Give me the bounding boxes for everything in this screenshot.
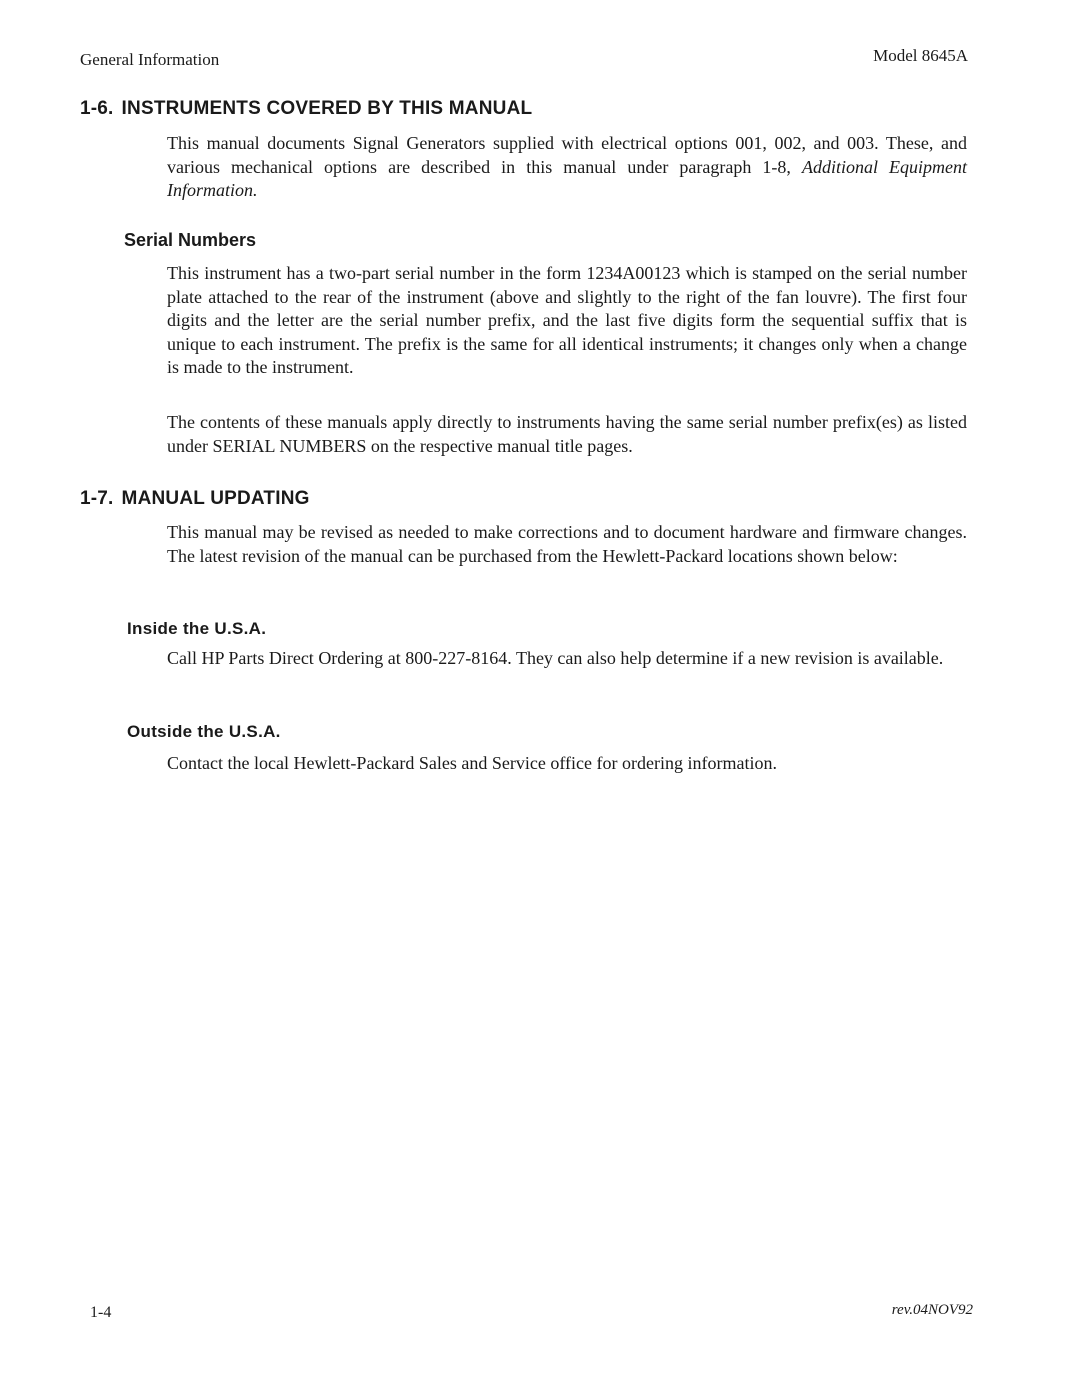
serial-numbers-paragraph-2: The contents of these manuals apply directly to instruments having the same serial number prefix(es) as listed under SERIAL NUMBERS on the respective manual title pages. <box>167 412 967 456</box>
page-number: 1-4 <box>90 1304 112 1321</box>
running-header-model: Model 8645A <box>873 46 968 65</box>
section-1-7-heading <box>80 488 310 510</box>
outside-usa-heading: Outside the U.S.A. <box>127 722 281 741</box>
section-1-6-heading <box>80 98 532 120</box>
section-title: INSTRUMENTS COVERED BY THIS MANUAL <box>121 98 533 119</box>
inside-usa-text: Call HP Parts Direct Ordering at 800-227-8164. They can also help determine if a new revision is available. <box>167 648 944 668</box>
cross-reference: Additional Equipment Information. <box>167 156 967 200</box>
section-number: 1-7. <box>80 488 114 509</box>
section-1-6-intro <box>167 132 967 203</box>
serial-numbers-heading: Serial Numbers <box>124 230 257 250</box>
running-header-section: General Information <box>80 50 220 69</box>
outside-usa-text: Contact the local Hewlett-Packard Sales and Service office for ordering information. <box>167 753 777 773</box>
serial-numbers-paragraph-1: This instrument has a two-part serial number in the form 1234A00123 which is stamped on the serial number plate attached to the rear of the instrument (above and slightly to the right of the fan louvre). The first four digits and the letter are the serial number prefix, and the last five digits form the sequential suffix that is unique to each instrument. The prefix is the same for all identical instruments; it changes only when a change is made to the instrument. <box>167 263 967 377</box>
section-title: MANUAL UPDATING <box>121 488 310 509</box>
section-number: 1-6. <box>80 98 114 119</box>
intro-text: This manual documents Signal Generators supplied with electrical options 001, 002, and 003. These, and various mechanical options are described in this manual under paragraph 1-8, <box>167 133 967 177</box>
revision-date: rev.04NOV92 <box>891 1302 973 1318</box>
section-1-7-intro: This manual may be revised as needed to make corrections and to document hardware and firmware changes. The latest revision of the manual can be purchased from the Hewlett-Packard locations shown below: <box>167 522 967 566</box>
inside-usa-heading: Inside the U.S.A. <box>127 619 267 638</box>
